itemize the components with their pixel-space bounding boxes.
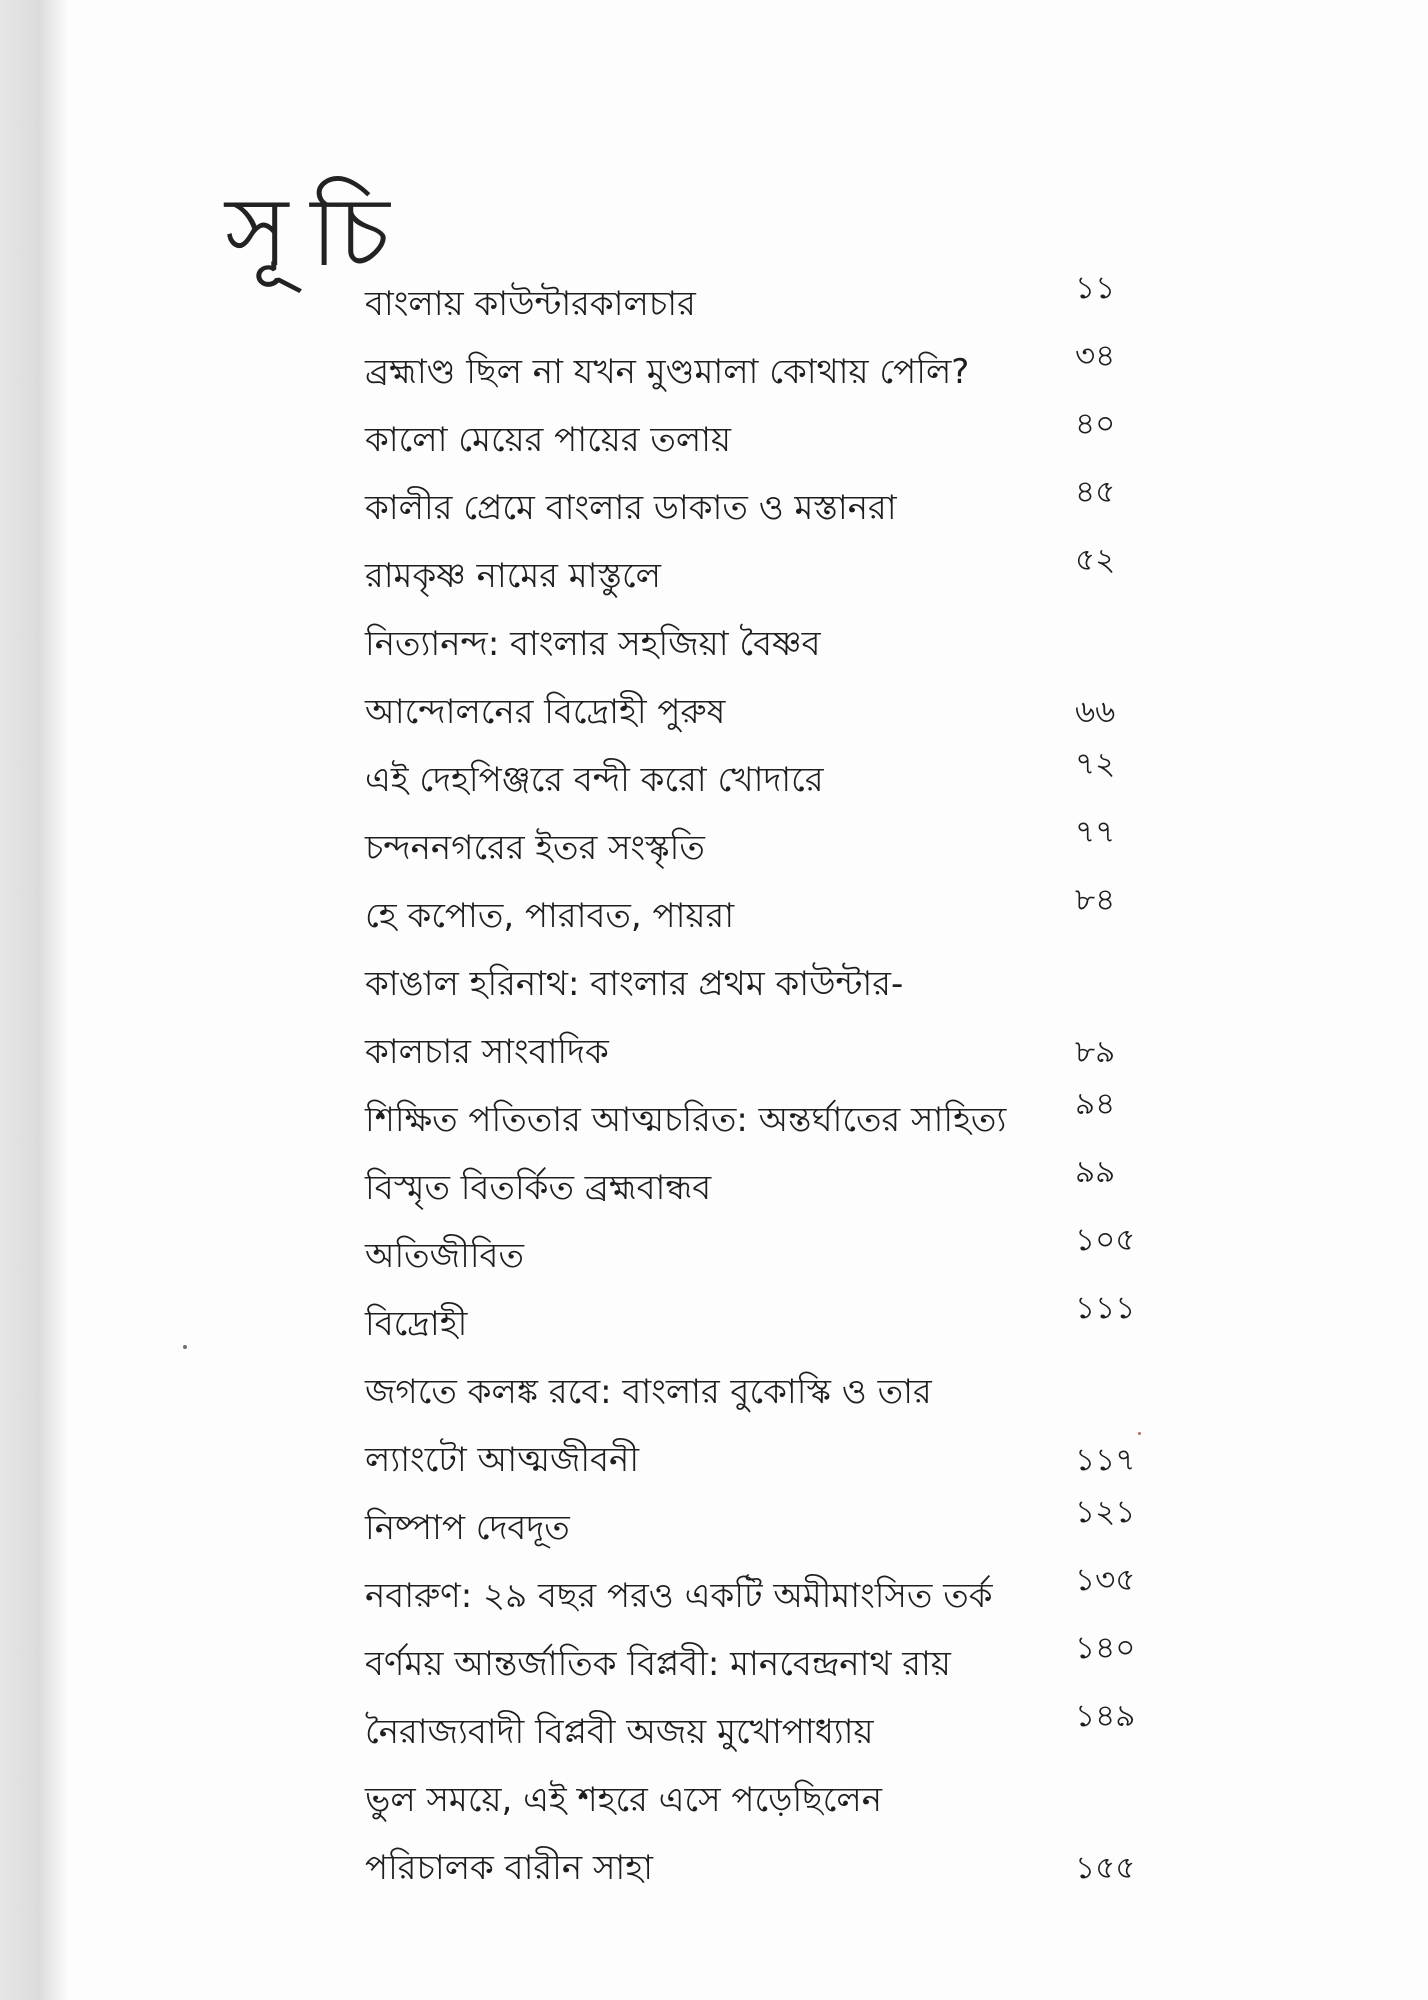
toc-entry-page-number: ৭৭ <box>1075 814 1116 850</box>
toc-entry <box>365 406 1165 474</box>
toc-entry-title-line: পরিচালক বারীন সাহা <box>365 1848 654 1888</box>
toc-entry-title <box>365 1766 1035 1902</box>
toc-entry-page-number: ৩৪ <box>1075 338 1116 374</box>
toc-entry-title-line: শিক্ষিত পতিতার আত্মচরিত: অন্তর্ঘাতের সাহিত্য <box>365 1100 1007 1140</box>
toc-entry-page-number: ৪৫ <box>1075 474 1116 510</box>
toc-entry-page-number: ৮৯ <box>1075 1034 1116 1070</box>
toc-entry-title-line: বিস্মৃত বিতর্কিত ব্রহ্মবান্ধব <box>365 1168 712 1208</box>
toc-entry-page-number: ৯৯ <box>1075 1154 1116 1190</box>
toc-entry-page-number: ১৪০ <box>1075 1630 1136 1666</box>
table-of-contents <box>365 270 1165 1902</box>
toc-entry-title <box>365 1222 1035 1290</box>
toc-entry <box>365 338 1165 406</box>
toc-entry-page-number: ৭২ <box>1075 746 1116 782</box>
toc-entry-page-number: ৮৪ <box>1075 882 1116 918</box>
toc-entry-title <box>365 814 1035 882</box>
toc-entry <box>365 1290 1165 1358</box>
toc-entry-title <box>365 1698 1035 1766</box>
toc-entry-page-number: ১৪৯ <box>1075 1698 1136 1734</box>
toc-entry <box>365 1086 1165 1154</box>
toc-entry-title <box>365 882 1035 950</box>
toc-entry-title-line: ব্রহ্মাণ্ড ছিল না যখন মুণ্ডমালা কোথায় পেলি? <box>365 352 970 392</box>
toc-entry-title-line: বাংলায় কাউন্টারকালচার <box>365 284 696 324</box>
toc-entry-title <box>365 338 1035 406</box>
toc-entry-title-line: নবারুণ: ২৯ বছর পরও একটি অমীমাংসিত তর্ক <box>365 1576 993 1616</box>
toc-entry <box>365 610 1165 746</box>
toc-entry-title-line: কালীর প্রেমে বাংলার ডাকাত ও মস্তানরা <box>365 488 897 528</box>
toc-entry <box>365 1698 1165 1766</box>
toc-entry-title-line: নিষ্পাপ দেবদূত <box>365 1508 570 1548</box>
toc-entry <box>365 542 1165 610</box>
toc-entry-page-number: ১৫৫ <box>1075 1850 1136 1886</box>
toc-entry-title <box>365 1154 1035 1222</box>
toc-entry-title <box>365 950 1035 1086</box>
toc-entry-page-number: ৬৬ <box>1075 694 1116 730</box>
toc-entry <box>365 746 1165 814</box>
toc-entry-title-line: কালো মেয়ের পায়ের তলায় <box>365 420 732 460</box>
toc-entry-page-number: ১২১ <box>1075 1494 1136 1530</box>
toc-entry-page-number: ১৩৫ <box>1075 1562 1136 1598</box>
toc-entry-title-line: রামকৃষ্ণ নামের মাস্তুলে <box>365 556 661 596</box>
toc-entry <box>365 1494 1165 1562</box>
toc-entry-title <box>365 1494 1035 1562</box>
toc-entry-page-number: ১১১ <box>1075 1290 1136 1326</box>
toc-entry <box>365 1766 1165 1902</box>
toc-entry-title <box>365 1290 1035 1358</box>
toc-entry-title-line: ভুল সময়ে, এই শহরে এসে পড়েছিলেন <box>365 1780 883 1820</box>
toc-entry-title <box>365 1086 1035 1154</box>
toc-entry <box>365 270 1165 338</box>
toc-entry-title-line: চন্দননগরের ইতর সংস্কৃতি <box>365 828 705 868</box>
toc-entry-title-line: নৈরাজ্যবাদী বিপ্লবী অজয় মুখোপাধ্যায় <box>365 1712 874 1752</box>
toc-entry <box>365 882 1165 950</box>
toc-entry-title <box>365 474 1035 542</box>
toc-entry-page-number: ১০৫ <box>1075 1222 1136 1258</box>
toc-entry-page-number: ৯৪ <box>1075 1086 1116 1122</box>
toc-entry-title-line: জগতে কলঙ্ক রবে: বাংলার বুকোস্কি ও তার <box>365 1372 932 1412</box>
toc-entry <box>365 950 1165 1086</box>
toc-entry-title <box>365 746 1035 814</box>
toc-entry-title-line: আন্দোলনের বিদ্রোহী পুরুষ <box>365 692 726 732</box>
toc-entry-page-number: ১১৭ <box>1075 1442 1136 1478</box>
toc-entry-title-line: কালচার সাংবাদিক <box>365 1032 609 1072</box>
toc-entry-title <box>365 270 1035 338</box>
toc-entry-title <box>365 610 1035 746</box>
book-page <box>70 0 1428 2000</box>
ink-speck <box>1138 1432 1141 1435</box>
toc-entry-title-line: নিত্যানন্দ: বাংলার সহজিয়া বৈষ্ণব <box>365 624 821 664</box>
toc-entry-title <box>365 406 1035 474</box>
toc-entry-title-line: এই দেহপিঞ্জরে বন্দী করো খোদারে <box>365 760 824 800</box>
toc-entry <box>365 474 1165 542</box>
toc-entry-title-line: হে কপোত, পারাবত, পায়রা <box>365 896 735 936</box>
toc-entry <box>365 1154 1165 1222</box>
page-title: সূচি <box>225 176 412 289</box>
toc-entry-title-line: বর্ণময় আন্তর্জাতিক বিপ্লবী: মানবেন্দ্রনাথ রায় <box>365 1644 951 1684</box>
ink-speck <box>183 1345 187 1349</box>
toc-entry <box>365 814 1165 882</box>
toc-entry-page-number: ৫২ <box>1075 542 1116 578</box>
toc-entry-page-number: ৪০ <box>1075 406 1116 442</box>
toc-entry <box>365 1630 1165 1698</box>
toc-entry <box>365 1358 1165 1494</box>
toc-entry-title-line: অতিজীবিত <box>365 1236 524 1276</box>
toc-entry-title <box>365 1630 1035 1698</box>
toc-entry <box>365 1562 1165 1630</box>
toc-entry <box>365 1222 1165 1290</box>
toc-entry-title-line: কাঙাল হরিনাথ: বাংলার প্রথম কাউন্টার- <box>365 964 904 1004</box>
toc-entry-title-line: বিদ্রোহী <box>365 1304 468 1344</box>
page-binding-shadow <box>0 0 70 2000</box>
toc-entry-title <box>365 1358 1035 1494</box>
toc-entry-title-line: ল্যাংটো আত্মজীবনী <box>365 1440 640 1480</box>
toc-entry-title <box>365 542 1035 610</box>
toc-entry-title <box>365 1562 1035 1630</box>
toc-entry-page-number: ১১ <box>1075 270 1116 306</box>
